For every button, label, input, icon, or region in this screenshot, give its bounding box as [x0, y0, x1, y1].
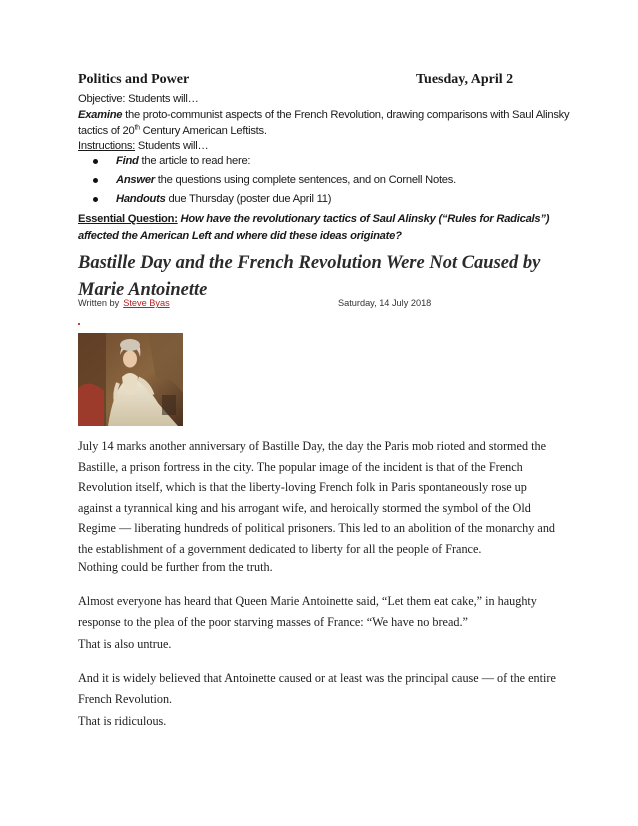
objective-text-2-sup: th — [134, 124, 140, 132]
article-paragraph-1: July 14 marks another anniversary of Bastille Day, the day the Paris mob rioted and stormed the Bastille, a prison fortress in the city. The popular image of the incident is that of the French Revolution itself, which is that the liberty-loving French folk in Paris spontaneously rose up against a tyrannical king and his arrogant wife, and heroically stormed the symbol of the Old Regime — liberating hundreds of political prisoners. This led to an abolition of the monarchy and the establishment of a government dedicated to liberty for all the people of France. — [78, 439, 556, 556]
author-link[interactable]: Steve Byas — [123, 298, 170, 308]
objective-verb: Examine — [78, 109, 123, 121]
instructions-list — [78, 154, 456, 211]
article-paragraph-3: Almost everyone has heard that Queen Marie Antoinette said, “Let them eat cake,” in haughty response to the plea of the poor starving masses of France: “We have no bread.” — [78, 594, 537, 629]
marie-antoinette-portrait-image — [78, 333, 183, 426]
lesson-date: Tuesday, April 2 — [416, 72, 514, 87]
list-item — [78, 192, 456, 211]
class-title: Politics and Power — [78, 72, 190, 87]
article-paragraph-2: Nothing could be further from the truth. — [78, 560, 273, 574]
instruction-text: the questions using complete sentences, and on Cornell Notes. — [154, 174, 456, 186]
objective-text-cont — [78, 124, 267, 139]
instruction-verb: Handouts — [116, 193, 166, 205]
list-item — [78, 154, 456, 173]
instructions-text: Students will… — [135, 140, 209, 152]
list-item — [78, 173, 456, 192]
instruction-text: due Thursday (poster due April 11) — [165, 193, 332, 205]
article-paragraph-5: And it is widely believed that Antoinette caused or at least was the principal cause — of the entire French Revolution. — [78, 671, 556, 706]
instruction-text: the article to read here: — [138, 155, 251, 167]
written-by-label: Written by — [78, 298, 120, 308]
bullet-icon — [93, 197, 98, 202]
essential-question — [78, 211, 558, 245]
objective-label: Objective: Students will… — [78, 93, 199, 105]
article-paragraph-6: That is ridiculous. — [78, 714, 167, 728]
header-row — [78, 72, 548, 90]
instructions-label: Instructions: — [78, 140, 136, 152]
objective-text-1: the proto-communist aspects of the French Revolution, drawing comparisons with Saul Alinsky — [122, 109, 570, 121]
objective-text-2-post: Century American Leftists. — [139, 125, 267, 137]
bullet-icon — [93, 159, 98, 164]
instruction-verb: Find — [116, 155, 139, 167]
essential-question-label: Essential Question: — [78, 213, 178, 225]
essential-question-text: How have the revolutionary tactics of Saul Alinsky (“Rules for Radicals”) affected the American Left and where did these ideas originate? — [78, 213, 550, 242]
article-title: Bastille Day and the French Revolution Were Not Caused by Marie Antoinette — [78, 253, 541, 300]
instruction-verb: Answer — [116, 174, 155, 186]
bullet-icon — [93, 178, 98, 183]
byline — [78, 298, 478, 308]
objective-text-2-pre: tactics of 20 — [78, 125, 135, 137]
objective-text — [78, 108, 569, 123]
image-link-marker — [78, 323, 80, 325]
article-paragraph-4: That is also untrue. — [78, 637, 172, 651]
article-date: Saturday, 14 July 2018 — [338, 298, 432, 308]
instructions-line — [78, 139, 208, 154]
